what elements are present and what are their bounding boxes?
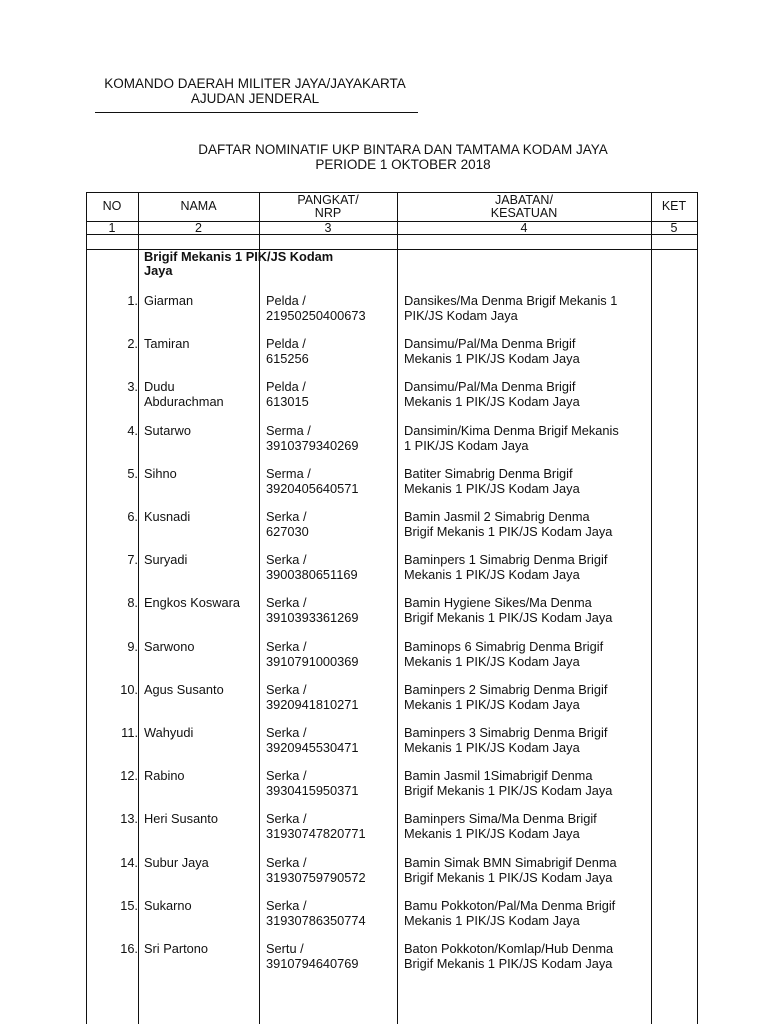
row-rank-nrp-line: Serka /: [266, 854, 307, 870]
row-name-line: [144, 956, 260, 971]
row-number: [86, 725, 138, 740]
column-header-nrp-label: NRP: [314, 206, 342, 220]
row-position-unit: [404, 509, 650, 539]
row-position-unit-line: Mekanis 1 PIK/JS Kodam Jaya: [404, 480, 580, 496]
document-title-line1: DAFTAR NOMINATIF UKP BINTARA DAN TAMTAMA KODAM JAYA: [198, 142, 608, 157]
row-name: [144, 293, 260, 323]
row-rank-nrp: [266, 423, 398, 453]
row-rank-nrp-line: Serka /: [266, 725, 307, 740]
row-rank-nrp: [266, 509, 398, 539]
column-header-nama: NAMA: [180, 199, 217, 213]
row-position-unit-line: Brigif Mekanis 1 PIK/JS Kodam Jaya: [404, 610, 613, 626]
row-number-line: 4.: [127, 422, 138, 438]
row-name: [144, 725, 260, 755]
row-name-line: Engkos Koswara: [144, 595, 241, 611]
row-rank-nrp-line: 3920941810271: [266, 696, 359, 712]
row-position-unit-line: Mekanis 1 PIK/JS Kodam Jaya: [404, 740, 580, 755]
row-number: [86, 293, 138, 308]
column-number: 2: [195, 221, 202, 235]
nominative-table: [86, 192, 698, 1024]
row-position-unit-line: Bamu Pokkoton/Pal/Ma Denma Brigif: [404, 897, 616, 913]
row-name-line: [144, 308, 260, 323]
row-rank-nrp-line: 3910794640769: [266, 956, 359, 971]
row-number: [86, 552, 138, 567]
row-position-unit-line: Dansimu/Pal/Ma Denma Brigif: [404, 379, 576, 395]
column-number: 5: [670, 221, 678, 235]
row-name-line: Sukarno: [144, 897, 192, 913]
table-row: [86, 336, 698, 370]
unit-section-heading: [144, 250, 394, 278]
row-number-line: 11.: [121, 725, 138, 740]
row-rank-nrp: [266, 725, 398, 755]
row-rank-nrp: [266, 768, 398, 798]
row-position-unit-line: Brigif Mekanis 1 PIK/JS Kodam Jaya: [404, 956, 613, 971]
row-name-line: Giarman: [144, 293, 194, 308]
table-row: [86, 768, 698, 802]
row-number-line: 16.: [120, 941, 138, 956]
row-position-unit-line: Baminpers Sima/Ma Denma Brigif: [404, 811, 597, 827]
row-rank-nrp-line: Serka /: [266, 638, 307, 654]
row-name-line: Sihno: [144, 465, 177, 481]
row-name: [144, 379, 260, 409]
row-number: [86, 811, 138, 826]
row-position-unit-line: Bamin Hygiene Sikes/Ma Denma: [404, 595, 592, 611]
row-rank-nrp: [266, 336, 398, 366]
column-number: 4: [520, 221, 528, 235]
row-rank-nrp-line: Sertu /: [266, 941, 304, 956]
column-number: 1: [108, 221, 116, 235]
row-rank-nrp-line: 613015: [266, 394, 309, 410]
row-number: [86, 466, 138, 481]
row-name-line: Heri Susanto: [144, 811, 218, 827]
row-number-line: 15.: [120, 897, 138, 913]
row-rank-nrp-line: Serka /: [266, 811, 307, 827]
row-name-line: Sri Partono: [144, 941, 209, 956]
table-row: [86, 423, 698, 457]
column-number: 3: [324, 221, 332, 235]
table-row: [86, 682, 698, 716]
row-rank-nrp-line: 3910379340269: [266, 437, 359, 453]
row-name: [144, 768, 260, 798]
row-name: [144, 682, 260, 712]
row-number: [86, 336, 138, 351]
table-row: [86, 552, 698, 586]
row-rank-nrp: [266, 552, 398, 582]
row-position-unit: [404, 336, 650, 366]
row-rank-nrp-line: Serka /: [266, 681, 307, 697]
row-position-unit: [404, 552, 650, 582]
row-position-unit-line: Bamin Simak BMN Simabrigif Denma: [404, 854, 617, 870]
row-number-line: 1.: [127, 293, 138, 308]
row-name: [144, 423, 260, 453]
row-rank-nrp-line: Serka /: [266, 552, 307, 568]
row-rank-nrp-line: 31930786350774: [266, 912, 366, 928]
column-header-ket: KET: [661, 199, 687, 213]
row-rank-nrp-line: Serka /: [266, 768, 307, 784]
row-name: [144, 336, 260, 366]
table-row: [86, 941, 698, 975]
row-rank-nrp-line: 3910791000369: [266, 653, 359, 669]
column-header-kesatuan-label: KESATUAN: [490, 206, 558, 220]
row-number: [86, 379, 138, 394]
row-position-unit-line: Mekanis 1 PIK/JS Kodam Jaya: [404, 912, 580, 928]
row-rank-nrp-line: 31930759790572: [266, 869, 366, 885]
row-rank-nrp-line: Serma /: [266, 422, 311, 438]
row-rank-nrp-line: 3900380651169: [266, 567, 358, 583]
row-number: [86, 423, 138, 438]
row-number: [86, 941, 138, 956]
row-name: [144, 811, 260, 841]
column-header-pangkat: [259, 194, 397, 220]
row-name-line: Sutarwo: [144, 422, 191, 438]
row-rank-nrp: [266, 941, 398, 971]
table-row: [86, 595, 698, 629]
column-header-pangkat-label: PANGKAT/: [297, 193, 359, 207]
row-position-unit-line: Mekanis 1 PIK/JS Kodam Jaya: [404, 351, 580, 367]
row-rank-nrp: [266, 639, 398, 669]
row-position-unit: [404, 639, 650, 669]
row-name-line: [144, 826, 260, 841]
row-position-unit-line: Batiter Simabrig Denma Brigif: [404, 465, 573, 481]
row-name-line: [144, 783, 260, 798]
row-position-unit-line: Baminops 6 Simabrig Denma Brigif: [404, 638, 604, 654]
row-position-unit-line: Mekanis 1 PIK/JS Kodam Jaya: [404, 394, 580, 410]
row-position-unit: [404, 466, 650, 496]
document-title-period: PERIODE 1 OKTOBER 2018: [315, 157, 491, 172]
row-number-line: 8.: [127, 595, 138, 611]
row-name: [144, 941, 260, 971]
row-rank-nrp: [266, 379, 398, 409]
row-position-unit-line: Brigif Mekanis 1 PIK/JS Kodam Jaya: [404, 783, 613, 799]
row-position-unit: [404, 898, 650, 928]
row-position-unit-line: PIK/JS Kodam Jaya: [404, 308, 518, 323]
row-rank-nrp-line: 3920405640571: [266, 480, 359, 496]
row-position-unit: [404, 725, 650, 755]
row-position-unit-line: Bamin Jasmil 2 Simabrig Denma: [404, 509, 590, 524]
row-position-unit: [404, 811, 650, 841]
row-rank-nrp-line: Pelda /: [266, 293, 306, 308]
row-position-unit-line: Mekanis 1 PIK/JS Kodam Jaya: [404, 567, 580, 583]
row-number: [86, 595, 138, 610]
row-rank-nrp: [266, 466, 398, 496]
row-number-line: 9.: [127, 638, 138, 654]
row-rank-nrp-line: Pelda /: [266, 379, 306, 395]
row-name-line: [144, 524, 260, 539]
row-rank-nrp: [266, 682, 398, 712]
row-rank-nrp: [266, 595, 398, 625]
row-name-line: [144, 481, 260, 496]
row-number-line: 10.: [120, 681, 138, 697]
table-row: [86, 293, 698, 327]
row-number: [86, 682, 138, 697]
column-header-no: NO: [102, 199, 122, 213]
row-rank-nrp-line: Serka /: [266, 595, 307, 611]
row-position-unit: [404, 768, 650, 798]
row-number-line: 13.: [120, 811, 138, 827]
row-position-unit-line: Bamin Jasmil 1Simabrigif Denma: [404, 768, 593, 784]
row-number: [86, 639, 138, 654]
row-position-unit-line: Dansimu/Pal/Ma Denma Brigif: [404, 336, 576, 352]
row-number-line: 5.: [127, 465, 138, 481]
row-name-line: Kusnadi: [144, 509, 191, 524]
table-row: [86, 898, 698, 932]
row-name-line: [144, 610, 260, 625]
row-number-line: 2.: [127, 336, 138, 352]
table-row: [86, 379, 698, 413]
table-row: [86, 639, 698, 673]
row-name-line: [144, 697, 260, 712]
row-number: [86, 898, 138, 913]
column-header-jabatan: [397, 194, 651, 220]
row-position-unit-line: Brigif Mekanis 1 PIK/JS Kodam Jaya: [404, 524, 613, 539]
row-name-line: [144, 740, 260, 755]
row-rank-nrp-line: 3930415950371: [266, 783, 359, 799]
table-row: [86, 466, 698, 500]
table-row: [86, 811, 698, 845]
row-name: [144, 639, 260, 669]
row-position-unit-line: Baminpers 3 Simabrig Denma Brigif: [404, 725, 608, 740]
row-number: [86, 768, 138, 783]
row-name-line: Rabino: [144, 768, 185, 784]
row-position-unit: [404, 855, 650, 885]
column-header-jabatan-label: JABATAN/: [495, 193, 553, 207]
row-position-unit: [404, 379, 650, 409]
table-row: [86, 855, 698, 889]
row-rank-nrp-line: Serka /: [266, 509, 307, 524]
row-rank-nrp-line: Serka /: [266, 897, 307, 913]
row-rank-nrp-line: 21950250400673: [266, 308, 366, 323]
row-position-unit: [404, 595, 650, 625]
row-position-unit-line: Brigif Mekanis 1 PIK/JS Kodam Jaya: [404, 869, 613, 885]
row-position-unit-line: Baton Pokkoton/Komlap/Hub Denma: [404, 941, 614, 956]
row-position-unit-line: Dansimin/Kima Denma Brigif Mekanis: [404, 422, 619, 438]
row-name-line: Suryadi: [144, 552, 188, 568]
row-position-unit-line: Dansikes/Ma Denma Brigif Mekanis 1: [404, 293, 618, 308]
row-rank-nrp-line: 615256: [266, 351, 309, 367]
row-name-line: [144, 870, 260, 885]
row-name-line: Wahyudi: [144, 725, 194, 740]
letterhead: [90, 76, 420, 106]
row-position-unit-line: Baminpers 2 Simabrig Denma Brigif: [404, 681, 608, 697]
row-rank-nrp: [266, 855, 398, 885]
row-position-unit-line: Mekanis 1 PIK/JS Kodam Jaya: [404, 653, 580, 669]
unit-section-heading-line2: Jaya: [144, 263, 173, 278]
row-rank-nrp-line: 3910393361269: [266, 610, 359, 626]
row-name-line: [144, 438, 260, 453]
row-number-line: 3.: [127, 379, 138, 395]
row-position-unit-line: 1 PIK/JS Kodam Jaya: [404, 437, 529, 453]
row-rank-nrp-line: 31930747820771: [266, 826, 366, 842]
table-border-top: [86, 192, 698, 193]
row-name: [144, 466, 260, 496]
row-name-line: Agus Susanto: [144, 681, 224, 697]
row-name: [144, 509, 260, 539]
row-position-unit: [404, 941, 650, 971]
row-name-line: Tamiran: [144, 336, 190, 352]
row-rank-nrp: [266, 898, 398, 928]
row-number: [86, 509, 138, 524]
row-position-unit-line: Baminpers 1 Simabrig Denma Brigif: [404, 552, 608, 568]
row-position-unit-line: Mekanis 1 PIK/JS Kodam Jaya: [404, 826, 580, 842]
row-number: [86, 855, 138, 870]
table-row: [86, 725, 698, 759]
row-number-line: 7.: [127, 552, 138, 568]
row-rank-nrp-line: Serma /: [266, 465, 311, 481]
row-name-line: Sarwono: [144, 638, 195, 654]
row-name-line: [144, 351, 260, 366]
row-rank-nrp: [266, 293, 398, 323]
row-number-line: 14.: [120, 854, 138, 870]
row-position-unit: [404, 293, 650, 323]
row-position-unit-line: Mekanis 1 PIK/JS Kodam Jaya: [404, 696, 580, 712]
row-name: [144, 855, 260, 885]
row-name-line: Subur Jaya: [144, 854, 209, 870]
row-name-line: [144, 654, 260, 669]
row-name: [144, 552, 260, 582]
row-name-line: [144, 567, 260, 582]
letterhead-unit: AJUDAN JENDERAL: [190, 91, 320, 106]
row-rank-nrp-line: Pelda /: [266, 336, 306, 352]
row-name-line: Abdurachman: [144, 394, 224, 410]
table-row: [86, 509, 698, 543]
row-position-unit: [404, 423, 650, 453]
row-name-line: Dudu: [144, 379, 175, 395]
unit-section-heading-line1: Brigif Mekanis 1 PIK/JS Kodam: [144, 249, 334, 264]
row-name-line: [144, 913, 260, 928]
row-number-line: 12.: [120, 768, 138, 784]
row-position-unit: [404, 682, 650, 712]
row-rank-nrp-line: 627030: [266, 524, 309, 539]
row-name: [144, 595, 260, 625]
row-rank-nrp: [266, 811, 398, 841]
document-title: [0, 142, 768, 172]
letterhead-command: KOMANDO DAERAH MILITER JAYA/JAYAKARTA: [104, 76, 406, 91]
row-rank-nrp-line: 3920945530471: [266, 740, 359, 755]
row-number-line: 6.: [127, 509, 138, 524]
row-name: [144, 898, 260, 928]
letterhead-underline: [95, 112, 418, 113]
